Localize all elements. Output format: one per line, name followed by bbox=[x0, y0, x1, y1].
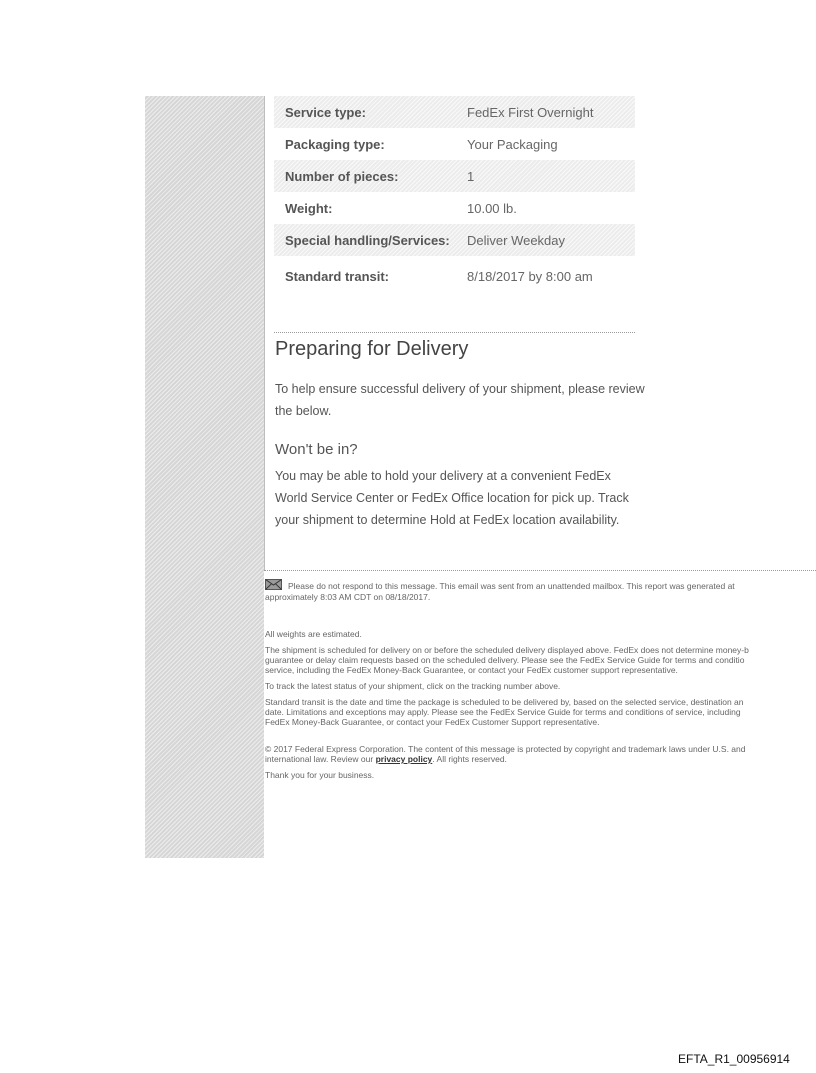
scheduled-line-1: The shipment is scheduled for delivery on or before the scheduled delivery displayed above. FedEx does not determine money-b bbox=[265, 645, 749, 655]
preparing-intro: To help ensure successful delivery of your shipment, please review the below. bbox=[275, 382, 645, 418]
detail-label: Standard transit: bbox=[285, 268, 390, 284]
left-sidebar-panel bbox=[145, 96, 264, 858]
copyright-pre: international law. Review our bbox=[265, 754, 374, 764]
detail-row-standard-transit bbox=[274, 256, 635, 296]
footer-divider bbox=[264, 570, 816, 571]
notice-line-2: approximately 8:03 AM CDT on 08/18/2017. bbox=[265, 592, 431, 602]
track-note: To track the latest status of your shipment, click on the tracking number above. bbox=[265, 681, 561, 691]
envelope-icon bbox=[265, 579, 282, 592]
email-footer bbox=[265, 579, 816, 780]
detail-row-special-handling bbox=[274, 224, 635, 256]
privacy-policy-link[interactable]: privacy policy bbox=[375, 754, 433, 764]
weights-note: All weights are estimated. bbox=[265, 629, 362, 639]
wont-be-in-title: Won't be in? bbox=[275, 441, 358, 458]
detail-value: Your Packaging bbox=[467, 136, 558, 152]
scheduled-line-2: guarantee or delay claim requests based on the scheduled delivery. Please see the FedEx Service Guide for terms and conditio bbox=[265, 655, 745, 665]
transit-line-3: FedEx Money-Back Guarantee, or contact your FedEx Customer Support representative. bbox=[265, 717, 600, 727]
transit-line-2: date. Limitations and exceptions may apply. Please see the FedEx Service Guide for terms and conditions of service, including bbox=[265, 707, 741, 717]
detail-value: Deliver Weekday bbox=[467, 232, 566, 248]
thanks-note: Thank you for your business. bbox=[265, 770, 375, 780]
copyright-line-2 bbox=[265, 754, 816, 764]
notice-line-1 bbox=[265, 579, 816, 592]
scheduled-line-3: service, including the FedEx Money-Back Guarantee, or contact your FedEx customer support representative. bbox=[265, 665, 678, 675]
detail-label: Number of pieces: bbox=[285, 168, 399, 184]
detail-value: 10.00 lb. bbox=[467, 200, 517, 216]
detail-row-weight bbox=[274, 192, 635, 224]
content-divider bbox=[264, 96, 265, 570]
preparing-title: Preparing for Delivery bbox=[275, 338, 469, 360]
copyright-post: . All rights reserved. bbox=[432, 754, 507, 764]
detail-value: FedEx First Overnight bbox=[467, 104, 594, 120]
transit-line-1: Standard transit is the date and time the package is scheduled to be delivered by, based on the selected service, destination an bbox=[265, 697, 744, 707]
section-divider bbox=[274, 332, 635, 333]
detail-row-number-of-pieces bbox=[274, 160, 635, 192]
detail-label: Packaging type: bbox=[285, 136, 385, 152]
detail-value: 1 bbox=[467, 168, 475, 184]
notice-text: Please do not respond to this message. This email was sent from an unattended mailbox. This report was generated at bbox=[288, 581, 735, 591]
detail-value: 8/18/2017 by 8:00 am bbox=[467, 268, 593, 284]
detail-label: Weight: bbox=[285, 200, 333, 216]
wont-be-in-text: You may be able to hold your delivery at a convenient FedEx World Service Center or FedEx Office location for pick up. Track your shipment to determine Hold at FedEx location availability. bbox=[275, 469, 629, 527]
detail-label: Service type: bbox=[285, 104, 366, 120]
shipment-details-table bbox=[274, 96, 635, 296]
copyright-line-1: © 2017 Federal Express Corporation. The content of this message is protected by copyright and trademark laws under U.S. and bbox=[265, 744, 746, 754]
document-id: EFTA_R1_00956914 bbox=[678, 1052, 790, 1066]
detail-label: Special handling/Services: bbox=[285, 232, 450, 248]
detail-row-service-type bbox=[274, 96, 635, 128]
detail-row-packaging-type bbox=[274, 128, 635, 160]
